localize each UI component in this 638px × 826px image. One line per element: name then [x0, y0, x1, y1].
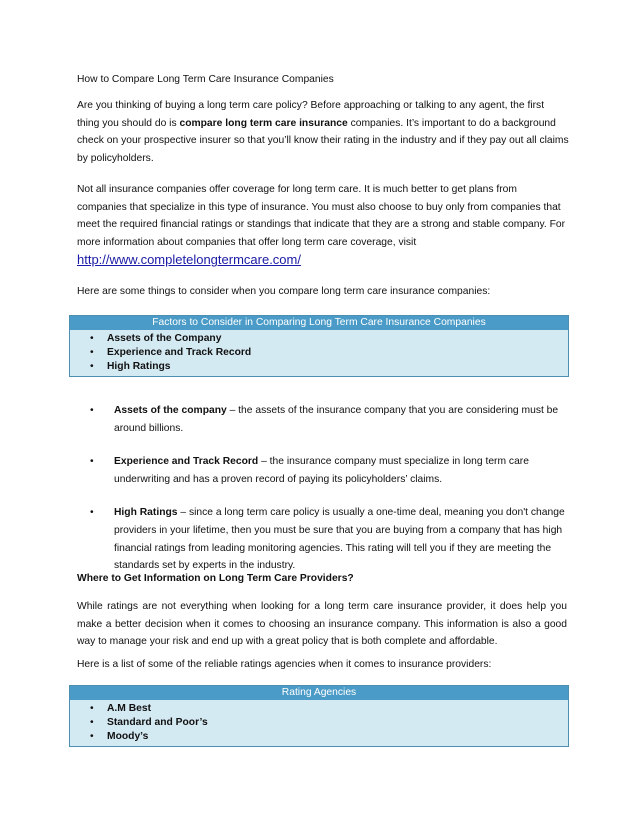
bullet-icon: •: [90, 361, 94, 372]
factor-details-list: [77, 402, 567, 591]
agency-label: A.M Best: [107, 703, 152, 714]
consider-intro: Here are some things to consider when you compare long term care insurance companies:: [77, 286, 491, 297]
factor-label: High Ratings: [107, 361, 171, 372]
intro-text-end: companies. It’s important to do a background check on your prospective insurer so that you’ll know their rating in the industry and if they pay out all claims by policyholders.: [77, 117, 569, 164]
agencies-table: [69, 685, 569, 747]
where-heading: Where to Get Information on Long Term Care Providers?: [77, 573, 354, 584]
detail-term: Experience and Track Record: [114, 456, 259, 468]
factor-label: Assets of the Company: [107, 333, 222, 344]
coverage-paragraph: [77, 181, 567, 271]
bullet-icon: •: [90, 333, 94, 344]
agencies-table-row: [70, 702, 568, 716]
agencies-table-row: [70, 716, 568, 730]
intro-text-start: Are you thinking of buying a long term care policy? Before approaching or talking to any agent, the first thing you should do is: [77, 100, 545, 129]
agency-label: Moody’s: [107, 731, 149, 742]
factors-table: [69, 315, 569, 377]
agencies-table-row: [70, 730, 568, 744]
bullet-icon: •: [90, 717, 94, 728]
where-paragraph: While ratings are not everything when looking for a long term care insurance provider, it does help you make a better decision when it comes to choosing an insurance company. This information is also a good way to manage your risk and end up with a great policy that is both complete and affordable.: [77, 601, 567, 648]
bullet-icon: •: [90, 347, 94, 358]
list-item: [77, 402, 567, 437]
bullet-icon: •: [90, 456, 94, 468]
factors-table-row: [70, 346, 568, 360]
bullet-icon: •: [90, 731, 94, 742]
factors-table-row: [70, 332, 568, 346]
agencies-intro: Here is a list of some of the reliable ratings agencies when it comes to insurance providers:: [77, 659, 492, 670]
factors-table-header: Factors to Consider in Comparing Long Term Care Insurance Companies: [70, 316, 568, 330]
intro-bold-phrase: compare long term care insurance: [179, 117, 348, 129]
intro-paragraph: [77, 97, 569, 167]
agencies-table-header: Rating Agencies: [70, 686, 568, 700]
detail-term: High Ratings: [114, 507, 178, 519]
document-title: How to Compare Long Term Care Insurance Companies: [77, 74, 334, 85]
detail-text: – since a long term care policy is usually a one-time deal, meaning you don't change providers in your lifetime, then you must be sure that you are buying from a company that has high financial ratings from leading monitoring agencies. This rating will tell you if they are meeting the standards set by experts in the industry.: [114, 507, 565, 572]
detail-text: – the assets of the insurance company that you are considering must be around billions.: [114, 405, 559, 434]
factors-table-row: [70, 360, 568, 374]
bullet-icon: •: [90, 405, 94, 416]
detail-term: Assets of the company: [114, 405, 227, 416]
factor-label: Experience and Track Record: [107, 347, 252, 358]
bullet-icon: •: [90, 507, 94, 519]
list-item: [77, 453, 567, 488]
agency-label: Standard and Poor’s: [107, 717, 208, 728]
detail-text: – the insurance company must specialize in long term care underwriting and has a proven record of paying its policyholders’ claims.: [114, 456, 529, 485]
bullet-icon: •: [90, 703, 94, 714]
website-link[interactable]: http://www.completelongtermcare.com/: [77, 252, 301, 268]
list-item: [77, 504, 567, 574]
coverage-text: Not all insurance companies offer coverage for long term care. It is much better to get plans from companies that specialize in this type of insurance. You must also choose to buy only from companies that meet the required financial ratings or standings that indicate that they are a strong and stable company. For more information about companies that offer long term care coverage, visit: [77, 184, 566, 248]
